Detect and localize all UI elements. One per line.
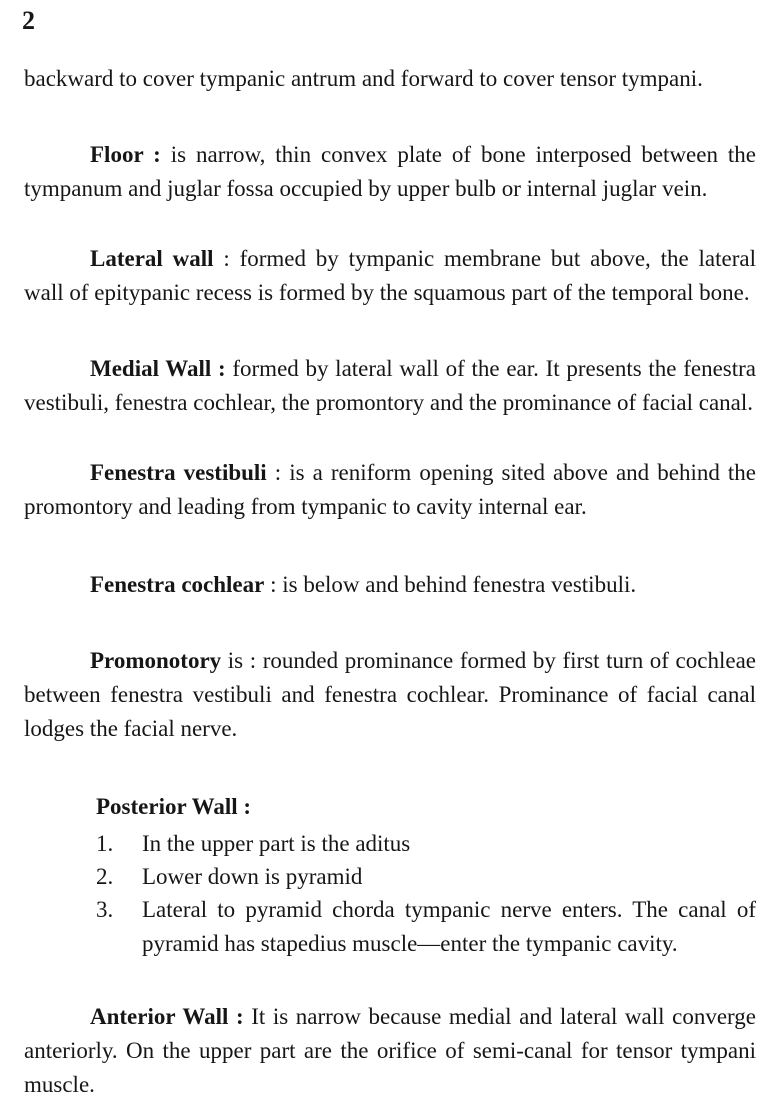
paragraph-text: : is a reniform opening sited above and behind the promontory and leading from tympanic to cavity internal ear. <box>24 460 756 519</box>
term-fenestra-vestibuli: Fenestra vestibuli <box>90 460 267 485</box>
paragraph-promontory <box>24 644 756 746</box>
term-lateral-wall: Lateral wall <box>90 246 214 271</box>
paragraph-text: formed by lateral wall of the ear. It presents the fenestra vestibuli, fenestra cochlear, the promontory and the prominance of facial canal. <box>24 356 756 415</box>
list-number: 2. <box>96 864 114 889</box>
term-fenestra-cochlear: Fenestra cochlear <box>90 572 265 597</box>
page-number: 2 <box>22 6 35 35</box>
paragraph-fenestra-vestibuli <box>24 456 756 524</box>
paragraph-text: is narrow, thin convex plate of bone interposed between the tympanum and juglar fossa occupied by upper bulb or internal juglar vein. <box>24 142 756 201</box>
paragraph-continuation <box>24 62 756 96</box>
list-text: Lower down is pyramid <box>142 864 363 889</box>
paragraph-text: : is below and behind fenestra vestibuli. <box>264 572 637 597</box>
term-anterior-wall: Anterior Wall : <box>90 1004 244 1029</box>
paragraph-text: backward to cover tympanic antrum and forward to cover tensor tympani. <box>24 66 703 91</box>
paragraph-floor <box>24 138 756 206</box>
list-text: Lateral to pyramid chorda tympanic nerve enters. The canal of pyramid has stapedius muscle—enter the tympanic cavity. <box>142 897 756 956</box>
paragraph-lateral-wall <box>24 242 756 310</box>
paragraph-text: : formed by tympanic membrane but above, the lateral wall of epitypanic recess is formed by the squamous part of the temporal bone. <box>24 246 756 305</box>
heading-posterior-wall: Posterior Wall : <box>96 794 252 819</box>
term-medial-wall: Medial Wall : <box>90 356 226 381</box>
paragraph-medial-wall <box>24 352 756 420</box>
list-number: 1. <box>96 831 114 856</box>
paragraph-text: is : rounded prominance formed by first turn of cochleae between fenestra vestibuli and fenestra cochlear. Prominance of facial canal lodges the facial nerve. <box>24 648 756 741</box>
paragraph-anterior-wall <box>24 1000 756 1102</box>
paragraph-text: It is narrow because medial and lateral wall converge anteriorly. On the upper part are the orifice of semi-canal for tensor tympani muscle. <box>24 1004 756 1097</box>
term-promontory: Promonotory <box>90 648 222 673</box>
list-text: In the upper part is the aditus <box>142 831 411 856</box>
term-floor: Floor : <box>90 142 161 167</box>
paragraph-fenestra-cochlear <box>24 568 756 602</box>
list-number: 3. <box>96 897 114 922</box>
